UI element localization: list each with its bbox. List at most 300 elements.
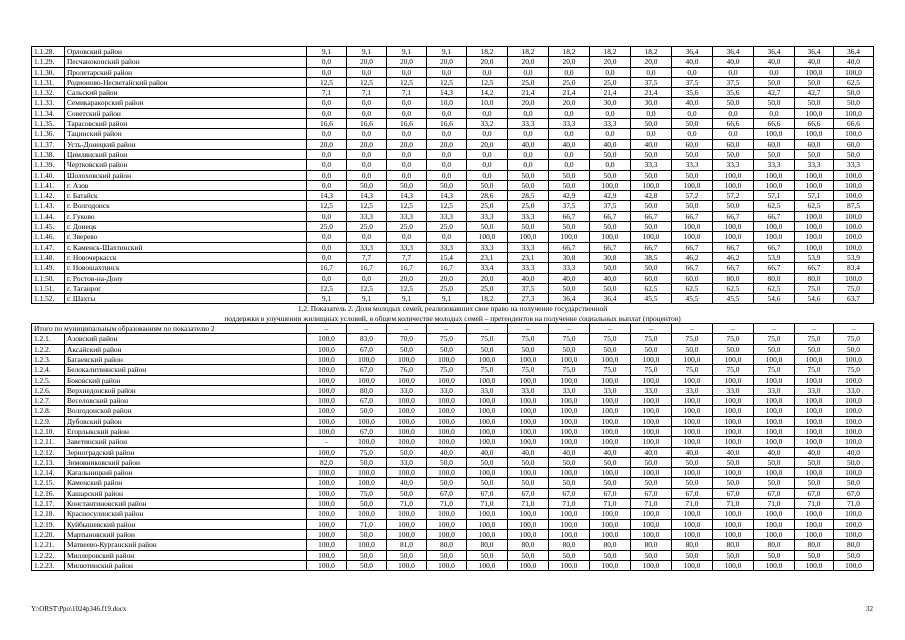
value-cell: 30,8 <box>549 252 590 262</box>
value-cell: 100,0 <box>549 519 590 529</box>
row-number: 1.2.8. <box>32 406 65 416</box>
value-cell: 18,2 <box>467 47 508 57</box>
value-cell: 12,5 <box>347 77 387 87</box>
value-cell: 100,0 <box>795 354 834 364</box>
value-cell: 0,0 <box>427 232 467 242</box>
row-number: 1.1.30. <box>32 67 65 77</box>
value-cell: 66,7 <box>672 263 713 273</box>
value-cell: 100,0 <box>508 232 549 242</box>
value-cell: 100,0 <box>834 191 874 201</box>
value-cell: 14,3 <box>307 191 347 201</box>
table-row <box>32 406 874 416</box>
row-number: 1.2.23. <box>32 560 65 570</box>
district-name: Шолоховский район <box>65 170 307 180</box>
value-cell: 0,0 <box>387 160 427 170</box>
value-cell: 0,0 <box>549 129 590 139</box>
value-cell: 53,9 <box>834 252 874 262</box>
value-cell: 0,0 <box>754 67 795 77</box>
value-cell: 100,0 <box>508 426 549 436</box>
value-cell: 15,4 <box>427 252 467 262</box>
value-cell: 0,0 <box>347 98 387 108</box>
row-number: 1.2.19. <box>32 519 65 529</box>
value-cell: 33,3 <box>754 160 795 170</box>
value-cell: 100,0 <box>713 354 754 364</box>
value-cell: 50,0 <box>754 457 795 467</box>
value-cell: 100,0 <box>347 375 387 385</box>
value-cell: 100,0 <box>307 529 347 539</box>
value-cell: 71,0 <box>427 499 467 509</box>
value-cell: 0,0 <box>631 129 672 139</box>
value-cell: 0,0 <box>590 108 631 118</box>
value-cell: 75,0 <box>631 334 672 344</box>
value-cell: 66,7 <box>713 211 754 221</box>
value-cell: 100,0 <box>590 396 631 406</box>
value-cell: 75,0 <box>347 447 387 457</box>
value-cell: 100,0 <box>307 426 347 436</box>
value-cell: 21,4 <box>508 88 549 98</box>
value-cell: 100,0 <box>795 406 834 416</box>
value-cell: 40,0 <box>672 57 713 67</box>
district-name: г. Донецк <box>65 222 307 232</box>
value-cell: 100,0 <box>631 509 672 519</box>
value-cell: 62,5 <box>631 283 672 293</box>
value-cell: 100,0 <box>672 375 713 385</box>
value-cell: 100,0 <box>672 416 713 426</box>
value-cell: 67,0 <box>672 488 713 498</box>
table-row <box>32 529 874 539</box>
value-cell: 33,3 <box>508 119 549 129</box>
value-cell: 100,0 <box>427 468 467 478</box>
value-cell: 100,0 <box>672 232 713 242</box>
value-cell: 100,0 <box>347 416 387 426</box>
value-cell: 33,3 <box>549 119 590 129</box>
value-cell: 14,3 <box>347 191 387 201</box>
value-cell: 100,0 <box>467 560 508 570</box>
value-cell: 100,0 <box>631 406 672 416</box>
table-row <box>32 201 874 211</box>
value-cell: 0,0 <box>347 160 387 170</box>
value-cell: 100,0 <box>834 396 874 406</box>
value-cell: 100,0 <box>387 519 427 529</box>
row-number: 1.1.43. <box>32 201 65 211</box>
value-cell: 0,0 <box>347 108 387 118</box>
value-cell: 36,4 <box>672 47 713 57</box>
value-cell: 20,0 <box>467 57 508 67</box>
value-cell: 100,0 <box>631 426 672 436</box>
value-cell: 80,0 <box>713 273 754 283</box>
row-number: 1.1.32. <box>32 88 65 98</box>
value-cell: 100,0 <box>347 468 387 478</box>
value-cell: 66,7 <box>672 211 713 221</box>
value-cell: 20,0 <box>590 57 631 67</box>
value-cell: 40,0 <box>795 447 834 457</box>
value-cell: 42,7 <box>754 88 795 98</box>
total-value-cell: – <box>427 324 467 334</box>
value-cell: 50,0 <box>508 180 549 190</box>
value-cell: 100,0 <box>672 406 713 416</box>
value-cell: 50,0 <box>754 478 795 488</box>
district-name: Кагальницкий район <box>65 468 307 478</box>
value-cell: 75,0 <box>713 365 754 375</box>
value-cell: 0,0 <box>508 160 549 170</box>
table-row <box>32 334 874 344</box>
value-cell: 100,0 <box>795 509 834 519</box>
value-cell: 36,4 <box>754 47 795 57</box>
value-cell: 0,0 <box>307 108 347 118</box>
value-cell: 100,0 <box>672 468 713 478</box>
value-cell: 67,0 <box>834 488 874 498</box>
page-number: 32 <box>866 605 873 613</box>
district-name: Миллеровский район <box>65 550 307 560</box>
value-cell: 40,0 <box>590 139 631 149</box>
value-cell: 0,0 <box>672 108 713 118</box>
table-row <box>32 139 874 149</box>
value-cell: 100,0 <box>713 468 754 478</box>
value-cell: 100,0 <box>631 468 672 478</box>
value-cell: 12,5 <box>347 283 387 293</box>
value-cell: 100,0 <box>590 232 631 242</box>
value-cell: 50,0 <box>672 201 713 211</box>
table-row <box>32 468 874 478</box>
value-cell: 62,5 <box>713 283 754 293</box>
value-cell: 75,0 <box>590 365 631 375</box>
value-cell: 50,0 <box>795 77 834 87</box>
row-number: 1.1.48. <box>32 252 65 262</box>
table-row <box>32 396 874 406</box>
value-cell: 50,0 <box>713 201 754 211</box>
value-cell: 50,0 <box>549 478 590 488</box>
value-cell: 33,3 <box>795 160 834 170</box>
value-cell: 75,0 <box>427 334 467 344</box>
value-cell: 12,5 <box>307 283 347 293</box>
value-cell: 100,0 <box>307 334 347 344</box>
value-cell: 100,0 <box>795 232 834 242</box>
value-cell: 0,0 <box>307 67 347 77</box>
value-cell: 100,0 <box>347 437 387 447</box>
value-cell: 40,0 <box>467 447 508 457</box>
value-cell: 100,0 <box>834 375 874 385</box>
value-cell: 100,0 <box>508 354 549 364</box>
value-cell: 100,0 <box>307 416 347 426</box>
value-cell: 36,4 <box>549 294 590 304</box>
row-number: 1.2.11. <box>32 437 65 447</box>
value-cell: 71,0 <box>549 499 590 509</box>
value-cell: 0,0 <box>347 170 387 180</box>
value-cell: 33,0 <box>795 385 834 395</box>
value-cell: 100,0 <box>427 529 467 539</box>
value-cell: 57,2 <box>672 191 713 201</box>
value-cell: 25,0 <box>549 77 590 87</box>
value-cell: 28,5 <box>508 191 549 201</box>
value-cell: 50,0 <box>631 170 672 180</box>
value-cell: 80,0 <box>631 540 672 550</box>
value-cell: 80,0 <box>467 540 508 550</box>
value-cell: 100,0 <box>387 468 427 478</box>
total-value-cell: – <box>754 324 795 334</box>
value-cell: 50,0 <box>713 550 754 560</box>
value-cell: 33,0 <box>713 385 754 395</box>
value-cell: 75,0 <box>713 334 754 344</box>
value-cell: 100,0 <box>508 375 549 385</box>
value-cell: 100,0 <box>795 211 834 221</box>
document-page <box>31 46 873 571</box>
value-cell: 40,0 <box>631 447 672 457</box>
value-cell: 75,0 <box>834 283 874 293</box>
value-cell: 100,0 <box>834 416 874 426</box>
value-cell: 83,4 <box>834 263 874 273</box>
value-cell: 46,2 <box>713 252 754 262</box>
value-cell: 100,0 <box>427 509 467 519</box>
row-number: 1.1.47. <box>32 242 65 252</box>
value-cell: 50,0 <box>347 180 387 190</box>
value-cell: 25,0 <box>590 77 631 87</box>
value-cell: 33,3 <box>347 242 387 252</box>
total-value-cell: – <box>713 324 754 334</box>
value-cell: 0,0 <box>467 149 508 159</box>
value-cell: 33,3 <box>834 160 874 170</box>
district-name: Мартыновский район <box>65 529 307 539</box>
value-cell: 33,3 <box>467 211 508 221</box>
value-cell: 12,5 <box>347 201 387 211</box>
district-name: Тарасовский район <box>65 119 307 129</box>
row-number: 1.1.37. <box>32 139 65 149</box>
value-cell: 50,0 <box>795 457 834 467</box>
section-2-title-line-1: 1.2. Показатель 2. Доля молодых семей, реализовавших свое право на получение государственной <box>297 304 608 314</box>
value-cell: 66,7 <box>590 211 631 221</box>
value-cell: 83,0 <box>347 334 387 344</box>
value-cell: 62,5 <box>795 201 834 211</box>
value-cell: 100,0 <box>508 560 549 570</box>
value-cell: 60,0 <box>834 139 874 149</box>
value-cell: 67,0 <box>467 488 508 498</box>
value-cell: 50,0 <box>590 550 631 560</box>
district-name: г. Таганрог <box>65 283 307 293</box>
value-cell: 100,0 <box>795 170 834 180</box>
district-name: Красносулинский район <box>65 509 307 519</box>
value-cell: 67,0 <box>590 488 631 498</box>
value-cell: 71,0 <box>713 499 754 509</box>
row-number: 1.2.12. <box>32 447 65 457</box>
value-cell: 100,0 <box>467 375 508 385</box>
value-cell: 71,0 <box>754 499 795 509</box>
row-number: 1.2.16. <box>32 488 65 498</box>
value-cell: 100,0 <box>713 437 754 447</box>
value-cell: 12,5 <box>387 77 427 87</box>
table-row <box>32 499 874 509</box>
value-cell: 37,5 <box>631 77 672 87</box>
value-cell: 0,0 <box>307 273 347 283</box>
value-cell: 100,0 <box>427 406 467 416</box>
value-cell: 100,0 <box>713 416 754 426</box>
section-2-title-line-2: поддержки в улучшении жилищных условий, в общем количестве молодых семей – претендентов на получение социальных выплат (процентов) <box>224 313 681 323</box>
district-name: г. Новошахтинск <box>65 263 307 273</box>
table-row <box>32 98 874 108</box>
value-cell: 50,0 <box>549 457 590 467</box>
value-cell: 100,0 <box>834 222 874 232</box>
value-cell: 50,0 <box>713 344 754 354</box>
value-cell: 100,0 <box>754 354 795 364</box>
value-cell: 33,3 <box>387 211 427 221</box>
district-name: Семикаракорский район <box>65 98 307 108</box>
value-cell: 21,4 <box>549 88 590 98</box>
value-cell: 0,0 <box>307 129 347 139</box>
value-cell: 100,0 <box>467 406 508 416</box>
value-cell: 80,0 <box>754 540 795 550</box>
district-name: г. Новочеркасск <box>65 252 307 262</box>
total-row-label: Итого по муниципальным образованиям по показателю 2 <box>32 324 307 334</box>
value-cell: 33,3 <box>508 242 549 252</box>
row-number: 1.2.18. <box>32 509 65 519</box>
value-cell: 0,0 <box>347 67 387 77</box>
value-cell: 33,0 <box>672 385 713 395</box>
value-cell: 100,0 <box>631 529 672 539</box>
value-cell: 100,0 <box>713 180 754 190</box>
value-cell: 50,0 <box>467 478 508 488</box>
value-cell: 100,0 <box>834 468 874 478</box>
value-cell: 62,5 <box>754 201 795 211</box>
value-cell: 50,0 <box>631 119 672 129</box>
value-cell: 40,0 <box>713 447 754 457</box>
value-cell: 14,2 <box>467 88 508 98</box>
district-name: г. Гуково <box>65 211 307 221</box>
value-cell: 40,0 <box>387 478 427 488</box>
value-cell: 100,0 <box>590 509 631 519</box>
value-cell: 100,0 <box>713 426 754 436</box>
value-cell: 35,6 <box>672 88 713 98</box>
value-cell: 100,0 <box>508 437 549 447</box>
value-cell: 60,0 <box>672 139 713 149</box>
table-row <box>32 149 874 159</box>
value-cell: 50,0 <box>590 149 631 159</box>
value-cell: 40,0 <box>672 447 713 457</box>
value-cell: 33,3 <box>508 263 549 273</box>
district-name: Константиновский район <box>65 499 307 509</box>
value-cell: 100,0 <box>307 509 347 519</box>
value-cell: 100,0 <box>631 180 672 190</box>
row-number: 1.2.6. <box>32 385 65 395</box>
table-row <box>32 426 874 436</box>
value-cell: 71,0 <box>387 499 427 509</box>
total-row <box>32 324 874 334</box>
table-row <box>32 129 874 139</box>
total-value-cell: – <box>549 324 590 334</box>
value-cell: 100,0 <box>590 529 631 539</box>
value-cell: 7,1 <box>387 88 427 98</box>
value-cell: 100,0 <box>672 222 713 232</box>
value-cell: 100,0 <box>631 375 672 385</box>
value-cell: 45,5 <box>672 294 713 304</box>
value-cell: 100,0 <box>754 232 795 242</box>
value-cell: 50,0 <box>549 550 590 560</box>
row-number: 1.2.20. <box>32 529 65 539</box>
total-value-cell: – <box>347 324 387 334</box>
value-cell: 66,6 <box>834 119 874 129</box>
table-row <box>32 509 874 519</box>
value-cell: - <box>307 437 347 447</box>
district-name: г. Азов <box>65 180 307 190</box>
value-cell: 66,6 <box>795 119 834 129</box>
value-cell: 100,0 <box>508 509 549 519</box>
value-cell: 100,0 <box>672 426 713 436</box>
value-cell: 33,0 <box>631 385 672 395</box>
value-cell: 100,0 <box>307 375 347 385</box>
value-cell: 0,0 <box>387 108 427 118</box>
value-cell: 100,0 <box>508 519 549 529</box>
value-cell: 100,0 <box>754 170 795 180</box>
row-number: 1.2.5. <box>32 375 65 385</box>
value-cell: 37,5 <box>713 77 754 87</box>
value-cell: 100,0 <box>307 519 347 529</box>
value-cell: 50,0 <box>631 344 672 354</box>
value-cell: 16,7 <box>427 263 467 273</box>
value-cell: 50,0 <box>590 457 631 467</box>
value-cell: 66,6 <box>754 119 795 129</box>
value-cell: 50,0 <box>795 344 834 354</box>
district-name: Боковский район <box>65 375 307 385</box>
value-cell: 20,0 <box>387 139 427 149</box>
value-cell: 100,0 <box>631 354 672 364</box>
value-cell: 20,0 <box>508 57 549 67</box>
value-cell: 87,5 <box>834 201 874 211</box>
value-cell: 60,0 <box>672 273 713 283</box>
value-cell: 40,0 <box>795 57 834 67</box>
value-cell: 42,8 <box>631 191 672 201</box>
row-number: 1.2.15. <box>32 478 65 488</box>
value-cell: 50,0 <box>347 550 387 560</box>
district-name: Белокалитвинский район <box>65 365 307 375</box>
value-cell: 20,0 <box>508 98 549 108</box>
value-cell: 100,0 <box>590 416 631 426</box>
value-cell: 9,1 <box>387 47 427 57</box>
value-cell: 0,0 <box>307 180 347 190</box>
value-cell: 100,0 <box>795 180 834 190</box>
value-cell: 100,0 <box>387 416 427 426</box>
value-cell: 20,0 <box>467 273 508 283</box>
value-cell: 0,0 <box>549 108 590 118</box>
value-cell: 0,0 <box>508 67 549 77</box>
value-cell: 33,0 <box>427 385 467 395</box>
district-name: Советский район <box>65 108 307 118</box>
district-name: Матвеево-Курганский район <box>65 540 307 550</box>
value-cell: 50,0 <box>834 88 874 98</box>
value-cell: 100,0 <box>754 468 795 478</box>
district-name: г. Батайск <box>65 191 307 201</box>
row-number: 1.2.1. <box>32 334 65 344</box>
value-cell: 100,0 <box>795 129 834 139</box>
value-cell: 20,0 <box>427 139 467 149</box>
value-cell: 50,0 <box>549 170 590 180</box>
value-cell: 0,0 <box>467 67 508 77</box>
value-cell: 100,0 <box>590 406 631 416</box>
value-cell: 50,0 <box>631 222 672 232</box>
value-cell: 50,0 <box>590 283 631 293</box>
value-cell: 75,0 <box>467 334 508 344</box>
value-cell: 50,0 <box>549 180 590 190</box>
value-cell: 67,0 <box>713 488 754 498</box>
table-row <box>32 180 874 190</box>
value-cell: 75,0 <box>508 365 549 375</box>
value-cell: 50,0 <box>590 344 631 354</box>
table-row <box>32 519 874 529</box>
value-cell: 18,2 <box>549 47 590 57</box>
value-cell: 50,0 <box>427 344 467 354</box>
value-cell: 36,4 <box>795 47 834 57</box>
value-cell: 9,1 <box>307 47 347 57</box>
value-cell: 100,0 <box>834 211 874 221</box>
value-cell: 0,0 <box>307 252 347 262</box>
value-cell: 66,7 <box>549 242 590 252</box>
value-cell: 0,0 <box>307 149 347 159</box>
